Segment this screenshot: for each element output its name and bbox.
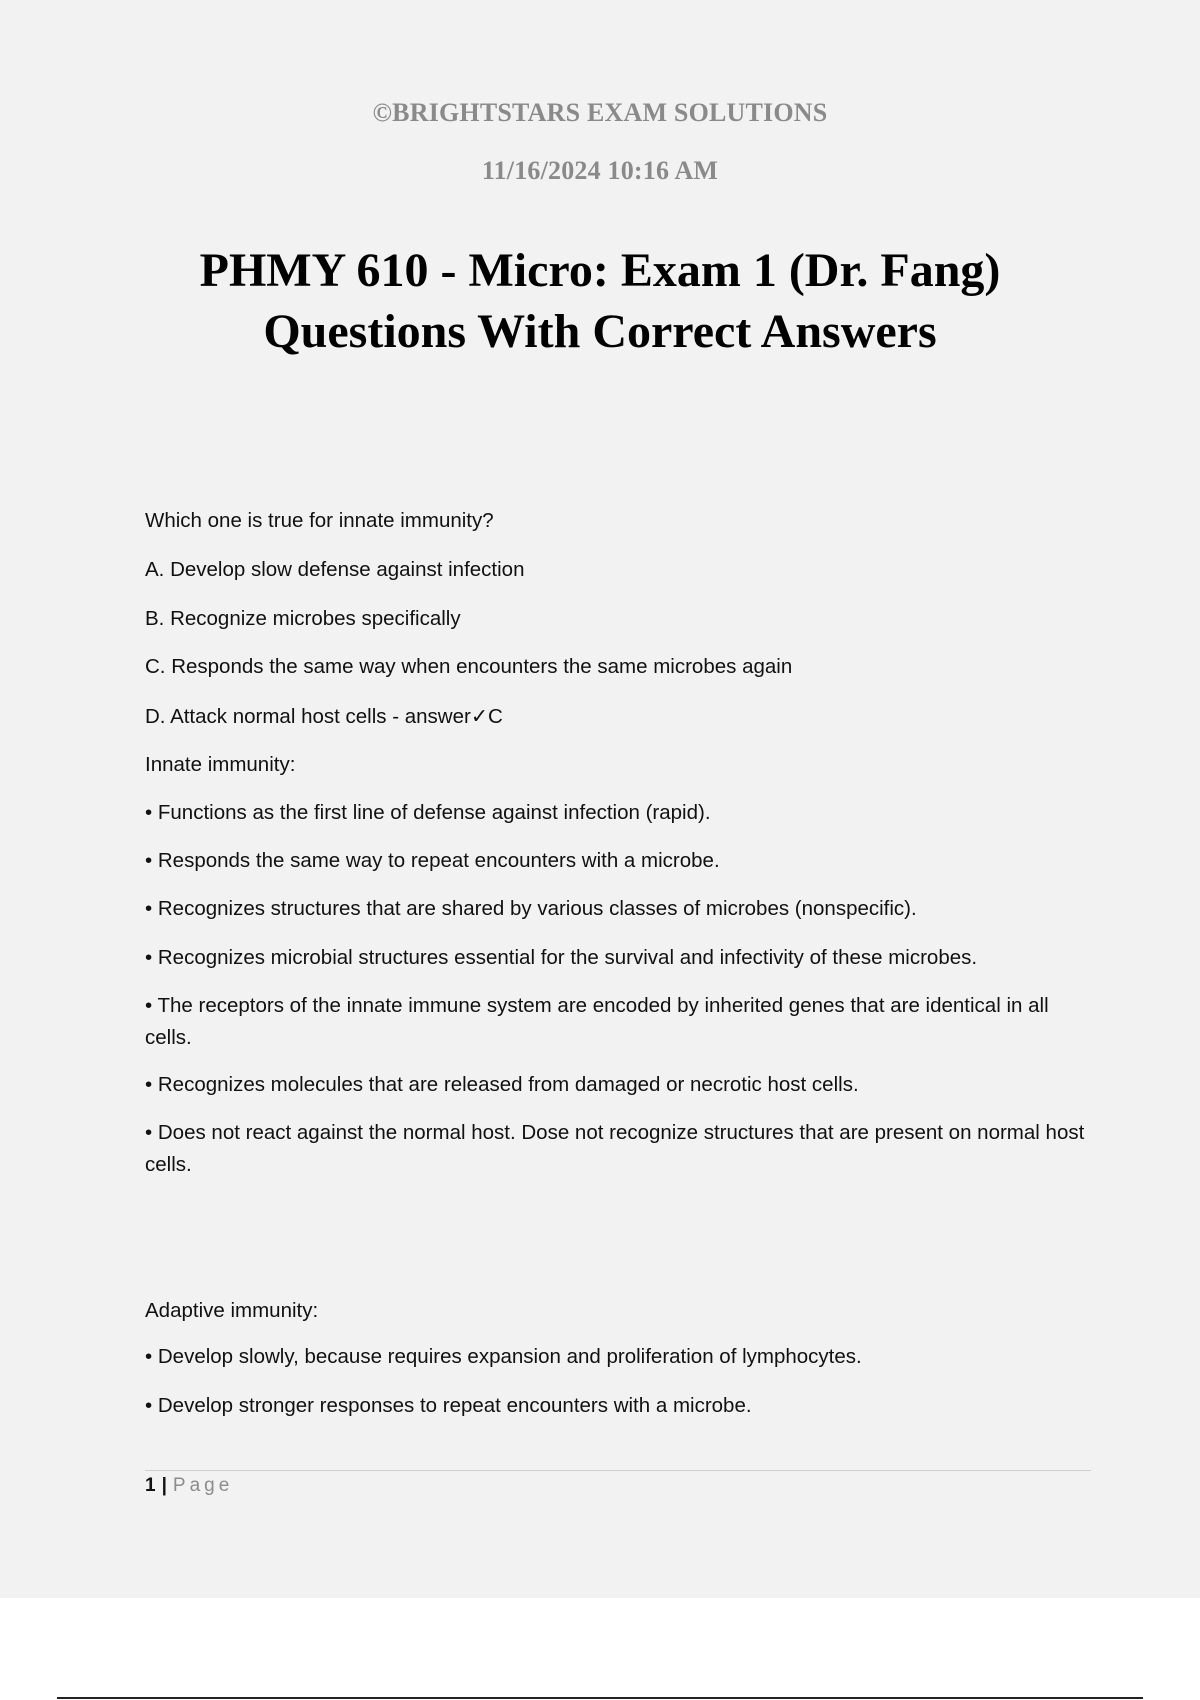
page-label: Page xyxy=(172,1475,234,1496)
page-title-line-2: Questions With Correct Answers xyxy=(263,305,937,358)
innate-bullet: • Recognizes microbial structures essential for the survival and infectivity of these microbes. xyxy=(145,946,978,969)
innate-bullet: • Does not react against the normal host. Dose not recognize structures that are present on normal host cells. xyxy=(145,1121,1085,1176)
bottom-divider xyxy=(57,1697,1143,1699)
copyright-header: ©BRIGHTSTARS EXAM SOLUTIONS xyxy=(372,98,828,127)
adaptive-heading: Adaptive immunity: xyxy=(145,1299,319,1322)
question-prompt: Which one is true for innate immunity? xyxy=(145,509,494,532)
innate-bullet: • Functions as the first line of defense against infection (rapid). xyxy=(145,801,711,824)
option-c: C. Responds the same way when encounters the same microbes again xyxy=(145,655,793,678)
innate-bullet: • The receptors of the innate immune system are encoded by inherited genes that are identical in all cells. xyxy=(145,994,1049,1049)
page-number: 1 xyxy=(145,1475,156,1496)
checkmark-icon: ✓ xyxy=(470,705,489,728)
innate-bullet: • Recognizes molecules that are released from damaged or necrotic host cells. xyxy=(145,1073,859,1096)
answer-letter: C xyxy=(488,705,503,728)
datetime-header: 11/16/2024 10:16 AM xyxy=(481,156,719,185)
adaptive-bullet: • Develop slowly, because requires expansion and proliferation of lymphocytes. xyxy=(145,1345,862,1368)
innate-bullet: • Recognizes structures that are shared by various classes of microbes (nonspecific). xyxy=(145,897,917,920)
option-d xyxy=(145,701,1085,733)
option-d-text: D. Attack normal host cells - answer xyxy=(145,705,471,728)
document-body xyxy=(145,0,1085,1470)
footer-divider xyxy=(145,1470,1091,1471)
option-b: B. Recognize microbes specifically xyxy=(145,607,461,630)
page-footer xyxy=(145,1473,233,1499)
innate-bullet: • Responds the same way to repeat encounters with a microbe. xyxy=(145,849,720,872)
page-title-line-1: PHMY 610 - Micro: Exam 1 (Dr. Fang) xyxy=(199,244,1001,297)
footer-separator: | xyxy=(161,1475,167,1496)
innate-heading: Innate immunity: xyxy=(145,753,296,776)
adaptive-bullet: • Develop stronger responses to repeat encounters with a microbe. xyxy=(145,1394,752,1417)
option-a: A. Develop slow defense against infection xyxy=(145,558,525,581)
